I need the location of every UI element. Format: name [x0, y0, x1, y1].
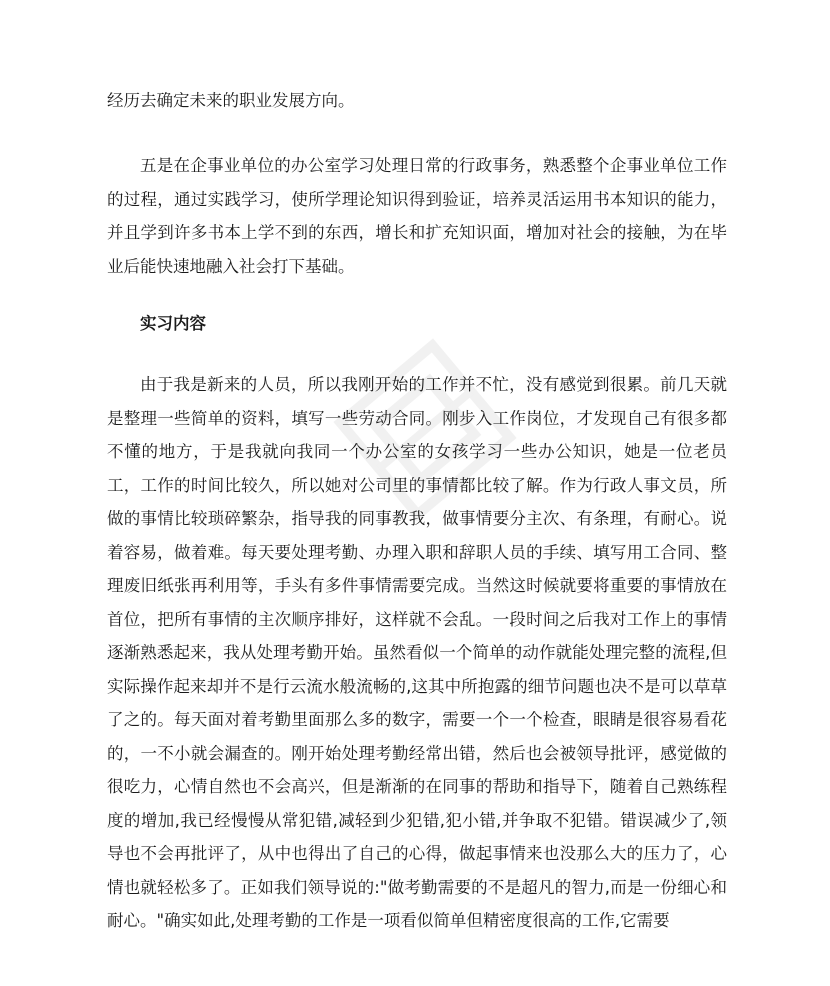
section-heading: 实习内容	[140, 314, 206, 333]
continuation-line: 经历去确定未来的职业发展方向。	[107, 91, 355, 110]
paragraph-five: 五是在企事业单位的办公室学习处理日常的行政事务，熟悉整个企事业单位工作的过程，通过实践学习，使所学理论知识得到验证，培养灵活运用书本知识的能力，并且学到许多书本上学不到的东西，增长和扩充知识面，增加对社会的接触，为在毕业后能快速地融入社会打下基础。	[107, 156, 727, 276]
paragraph-internship-content: 由于我是新来的人员，所以我刚开始的工作并不忙，没有感觉到很累。前几天就是整理一些简单的资料，填写一些劳动合同。刚步入工作岗位，才发现自己有很多都不懂的地方，于是我就向我同一个办公室的女孩学习一些办公知识，她是一位老员工，工作的时间比较久，所以她对公司里的事情都比较了解。作为行政人事文员，所做的事情比较琐碎繁杂，指导我的同事教我，做事情要分主次、有条理，有耐心。说着容易，做着难。每天要处理考勤、办理入职和辞职人员的手续、填写用工合同、整理废旧纸张再利用等，手头有多件事情需要完成。当然这时候就要将重要的事情放在首位，把所有事情的主次顺序排好，这样就不会乱。一段时间之后我对工作上的事情逐渐熟悉起来，我从处理考勤开始。虽然看似一个简单的动作就能处理完整的流程,但实际操作起来却并不是行云流水般流畅的,这其中所抱露的细节问题也决不是可以草草了之的。每天面对着考勤里面那么多的数字，需要一个一个检查，眼睛是很容易看花的，一不小就会漏查的。刚开始处理考勤经常出错，然后也会被领导批评，感觉做的很吃力，心情自然也不会高兴，但是渐渐的在同事的帮助和指导下，随着自己熟练程度的增加,我已经慢慢从常犯错,减轻到少犯错,犯小错,并争取不犯错。错误减少了,领导也不会再批评了，从中也得出了自己的心得，做起事情来也没那么大的压力了，心情也就轻松多了。正如我们领导说的:"做考勤需要的不是超凡的智力,而是一份细心和耐心。"确实如此,处理考勤的工作是一项看似简单但精密度很高的工作,它需要	[107, 375, 727, 930]
